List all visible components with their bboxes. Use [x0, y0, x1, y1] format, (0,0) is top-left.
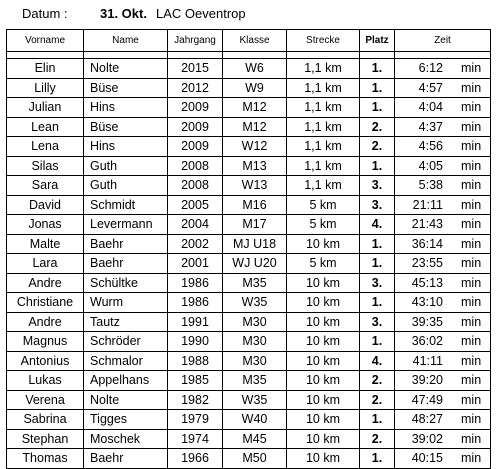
document-header	[22, 6, 246, 21]
table-row	[7, 293, 491, 313]
cell-vorname: Julian	[7, 98, 84, 118]
cell-platz: 1.	[360, 332, 395, 352]
cell-zeit	[395, 449, 491, 469]
cell-vorname: Lena	[7, 137, 84, 157]
cell-strecke: 10 km	[287, 273, 360, 293]
cell-platz: 2.	[360, 429, 395, 449]
table-row	[7, 195, 491, 215]
cell-strecke: 10 km	[287, 410, 360, 430]
time-value: 47:49	[411, 392, 443, 407]
cell-strecke: 10 km	[287, 234, 360, 254]
cell-zeit	[395, 156, 491, 176]
cell-strecke: 10 km	[287, 429, 360, 449]
cell-jahrgang: 2005	[168, 195, 223, 215]
cell-zeit	[395, 117, 491, 137]
cell-zeit	[395, 59, 491, 79]
table-row	[7, 332, 491, 352]
time-value: 39:02	[411, 431, 443, 446]
time-value: 36:02	[411, 334, 443, 349]
cell-name: Guth	[84, 176, 168, 196]
cell-jahrgang: 2008	[168, 156, 223, 176]
cell-vorname: Sabrina	[7, 410, 84, 430]
table-row	[7, 410, 491, 430]
cell-jahrgang: 1990	[168, 332, 223, 352]
cell-strecke: 10 km	[287, 371, 360, 391]
cell-zeit	[395, 312, 491, 332]
cell-klasse: M50	[223, 449, 287, 469]
table-row	[7, 98, 491, 118]
cell-klasse: M45	[223, 429, 287, 449]
cell-vorname: Lilly	[7, 78, 84, 98]
cell-platz: 3.	[360, 273, 395, 293]
cell-klasse: W9	[223, 78, 287, 98]
time-unit: min	[461, 236, 482, 251]
cell-zeit	[395, 234, 491, 254]
cell-jahrgang: 2008	[168, 176, 223, 196]
cell-jahrgang: 1979	[168, 410, 223, 430]
time-value: 23:55	[411, 256, 443, 271]
cell-jahrgang: 2009	[168, 98, 223, 118]
cell-klasse: WJ U20	[223, 254, 287, 274]
club-name: LAC Oeventrop	[156, 6, 246, 21]
cell-name: Schröder	[84, 332, 168, 352]
time-value: 5:38	[418, 178, 443, 193]
time-unit: min	[461, 373, 482, 388]
cell-jahrgang: 1991	[168, 312, 223, 332]
cell-vorname: Sara	[7, 176, 84, 196]
time-unit: min	[461, 412, 482, 427]
cell-platz: 1.	[360, 78, 395, 98]
cell-strecke: 10 km	[287, 332, 360, 352]
col-header-jahrgang: Jahrgang	[168, 30, 223, 52]
cell-zeit	[395, 293, 491, 313]
cell-vorname: Lean	[7, 117, 84, 137]
cell-strecke: 1,1 km	[287, 59, 360, 79]
cell-name: Büse	[84, 117, 168, 137]
time-value: 6:12	[418, 61, 443, 76]
col-header-klasse: Klasse	[223, 30, 287, 52]
cell-zeit	[395, 410, 491, 430]
cell-name: Tigges	[84, 410, 168, 430]
table-row	[7, 137, 491, 157]
time-unit: min	[461, 80, 482, 95]
cell-zeit	[395, 215, 491, 235]
table-row	[7, 371, 491, 391]
time-value: 40:15	[411, 451, 443, 466]
cell-strecke: 1,1 km	[287, 156, 360, 176]
time-value: 41:11	[412, 353, 443, 368]
cell-klasse: M12	[223, 117, 287, 137]
cell-platz: 3.	[360, 195, 395, 215]
table-row	[7, 390, 491, 410]
cell-jahrgang: 1986	[168, 273, 223, 293]
cell-name: Nolte	[84, 59, 168, 79]
time-unit: min	[461, 275, 482, 290]
cell-name: Schmidt	[84, 195, 168, 215]
cell-platz: 2.	[360, 137, 395, 157]
cell-klasse: M12	[223, 98, 287, 118]
cell-jahrgang: 1985	[168, 371, 223, 391]
cell-platz: 3.	[360, 176, 395, 196]
cell-jahrgang: 2015	[168, 59, 223, 79]
cell-jahrgang: 2009	[168, 117, 223, 137]
time-value: 4:05	[418, 158, 443, 173]
table-row	[7, 176, 491, 196]
time-unit: min	[461, 256, 482, 271]
time-value: 43:10	[411, 295, 443, 310]
table-row	[7, 254, 491, 274]
cell-strecke: 1,1 km	[287, 98, 360, 118]
table-row	[7, 78, 491, 98]
cell-klasse: M13	[223, 156, 287, 176]
time-value: 4:37	[418, 119, 443, 134]
cell-platz: 2.	[360, 390, 395, 410]
cell-jahrgang: 2001	[168, 254, 223, 274]
cell-platz: 1.	[360, 449, 395, 469]
cell-name: Nolte	[84, 390, 168, 410]
cell-vorname: Christiane	[7, 293, 84, 313]
cell-strecke: 1,1 km	[287, 176, 360, 196]
cell-zeit	[395, 254, 491, 274]
cell-klasse: M30	[223, 312, 287, 332]
cell-vorname: Verena	[7, 390, 84, 410]
time-unit: min	[461, 431, 482, 446]
col-header-platz: Platz	[360, 30, 395, 52]
cell-strecke: 1,1 km	[287, 137, 360, 157]
time-value: 36:14	[411, 236, 443, 251]
col-header-zeit: Zeit	[395, 30, 491, 52]
cell-vorname: Jonas	[7, 215, 84, 235]
cell-vorname: Elin	[7, 59, 84, 79]
cell-jahrgang: 1966	[168, 449, 223, 469]
cell-zeit	[395, 98, 491, 118]
cell-zeit	[395, 371, 491, 391]
cell-klasse: W35	[223, 390, 287, 410]
table-row	[7, 156, 491, 176]
cell-name: Hins	[84, 98, 168, 118]
cell-klasse: M30	[223, 332, 287, 352]
cell-klasse: W40	[223, 410, 287, 430]
cell-zeit	[395, 137, 491, 157]
time-unit: min	[461, 158, 482, 173]
cell-jahrgang: 1988	[168, 351, 223, 371]
cell-name: Moschek	[84, 429, 168, 449]
cell-strecke: 10 km	[287, 449, 360, 469]
time-value: 21:11	[412, 197, 443, 212]
time-unit: min	[461, 197, 482, 212]
cell-zeit	[395, 273, 491, 293]
cell-vorname: Lara	[7, 254, 84, 274]
header-row	[7, 30, 491, 52]
cell-vorname: David	[7, 195, 84, 215]
cell-platz: 3.	[360, 312, 395, 332]
time-unit: min	[461, 119, 482, 134]
cell-strecke: 1,1 km	[287, 78, 360, 98]
time-value: 21:43	[411, 217, 443, 232]
cell-platz: 2.	[360, 371, 395, 391]
cell-vorname: Andre	[7, 273, 84, 293]
cell-vorname: Silas	[7, 156, 84, 176]
time-unit: min	[461, 334, 482, 349]
results-table	[6, 29, 491, 469]
cell-name: Schültke	[84, 273, 168, 293]
time-value: 39:20	[411, 373, 443, 388]
cell-klasse: M30	[223, 351, 287, 371]
cell-name: Schmalor	[84, 351, 168, 371]
table-row	[7, 312, 491, 332]
table-row	[7, 273, 491, 293]
cell-strecke: 10 km	[287, 312, 360, 332]
time-unit: min	[461, 139, 482, 154]
cell-name: Appelhans	[84, 371, 168, 391]
cell-jahrgang: 2009	[168, 137, 223, 157]
time-unit: min	[461, 61, 482, 76]
header-spacer	[7, 52, 491, 59]
cell-klasse: W6	[223, 59, 287, 79]
time-unit: min	[461, 392, 482, 407]
cell-platz: 1.	[360, 156, 395, 176]
cell-name: Wurm	[84, 293, 168, 313]
cell-name: Hins	[84, 137, 168, 157]
cell-klasse: W12	[223, 137, 287, 157]
event-date: 31. Okt.	[100, 6, 147, 21]
time-unit: min	[461, 217, 482, 232]
time-value: 4:57	[418, 80, 443, 95]
time-unit: min	[461, 451, 482, 466]
table-row	[7, 234, 491, 254]
cell-name: Guth	[84, 156, 168, 176]
cell-strecke: 10 km	[287, 293, 360, 313]
cell-strecke: 5 km	[287, 215, 360, 235]
cell-platz: 2.	[360, 117, 395, 137]
cell-vorname: Lukas	[7, 371, 84, 391]
cell-vorname: Stephan	[7, 429, 84, 449]
col-header-name: Name	[84, 30, 168, 52]
cell-vorname: Magnus	[7, 332, 84, 352]
cell-platz: 1.	[360, 293, 395, 313]
cell-name: Tautz	[84, 312, 168, 332]
cell-zeit	[395, 78, 491, 98]
cell-zeit	[395, 176, 491, 196]
cell-vorname: Antonius	[7, 351, 84, 371]
cell-platz: 1.	[360, 234, 395, 254]
cell-platz: 1.	[360, 254, 395, 274]
cell-jahrgang: 1974	[168, 429, 223, 449]
time-unit: min	[461, 295, 482, 310]
cell-platz: 1.	[360, 98, 395, 118]
cell-jahrgang: 2004	[168, 215, 223, 235]
table-row	[7, 215, 491, 235]
cell-platz: 1.	[360, 410, 395, 430]
cell-zeit	[395, 429, 491, 449]
time-unit: min	[461, 314, 482, 329]
col-header-strecke: Strecke	[287, 30, 360, 52]
time-value: 4:56	[418, 139, 443, 154]
cell-name: Baehr	[84, 254, 168, 274]
cell-strecke: 5 km	[287, 195, 360, 215]
results-body	[7, 59, 491, 469]
cell-klasse: M17	[223, 215, 287, 235]
cell-jahrgang: 2012	[168, 78, 223, 98]
cell-platz: 1.	[360, 59, 395, 79]
cell-name: Baehr	[84, 449, 168, 469]
table-row	[7, 117, 491, 137]
cell-klasse: W35	[223, 293, 287, 313]
cell-strecke: 1,1 km	[287, 117, 360, 137]
time-value: 48:27	[411, 412, 443, 427]
time-unit: min	[461, 178, 482, 193]
cell-jahrgang: 2002	[168, 234, 223, 254]
table-row	[7, 449, 491, 469]
cell-name: Levermann	[84, 215, 168, 235]
time-value: 39:35	[411, 314, 443, 329]
cell-zeit	[395, 332, 491, 352]
cell-platz: 4.	[360, 215, 395, 235]
cell-name: Büse	[84, 78, 168, 98]
cell-jahrgang: 1982	[168, 390, 223, 410]
time-unit: min	[461, 353, 482, 368]
cell-klasse: M16	[223, 195, 287, 215]
cell-klasse: M35	[223, 371, 287, 391]
cell-zeit	[395, 195, 491, 215]
time-value: 45:13	[411, 275, 443, 290]
cell-strecke: 10 km	[287, 351, 360, 371]
cell-platz: 4.	[360, 351, 395, 371]
cell-vorname: Andre	[7, 312, 84, 332]
cell-jahrgang: 1986	[168, 293, 223, 313]
col-header-vorname: Vorname	[7, 30, 84, 52]
cell-zeit	[395, 390, 491, 410]
cell-vorname: Malte	[7, 234, 84, 254]
cell-vorname: Thomas	[7, 449, 84, 469]
table-row	[7, 59, 491, 79]
datum-label: Datum :	[22, 6, 68, 21]
cell-strecke: 10 km	[287, 390, 360, 410]
table-row	[7, 429, 491, 449]
cell-zeit	[395, 351, 491, 371]
cell-klasse: MJ U18	[223, 234, 287, 254]
cell-name: Baehr	[84, 234, 168, 254]
time-unit: min	[461, 100, 482, 115]
table-row	[7, 351, 491, 371]
cell-strecke: 5 km	[287, 254, 360, 274]
cell-klasse: W13	[223, 176, 287, 196]
time-value: 4:04	[418, 100, 443, 115]
cell-klasse: M35	[223, 273, 287, 293]
